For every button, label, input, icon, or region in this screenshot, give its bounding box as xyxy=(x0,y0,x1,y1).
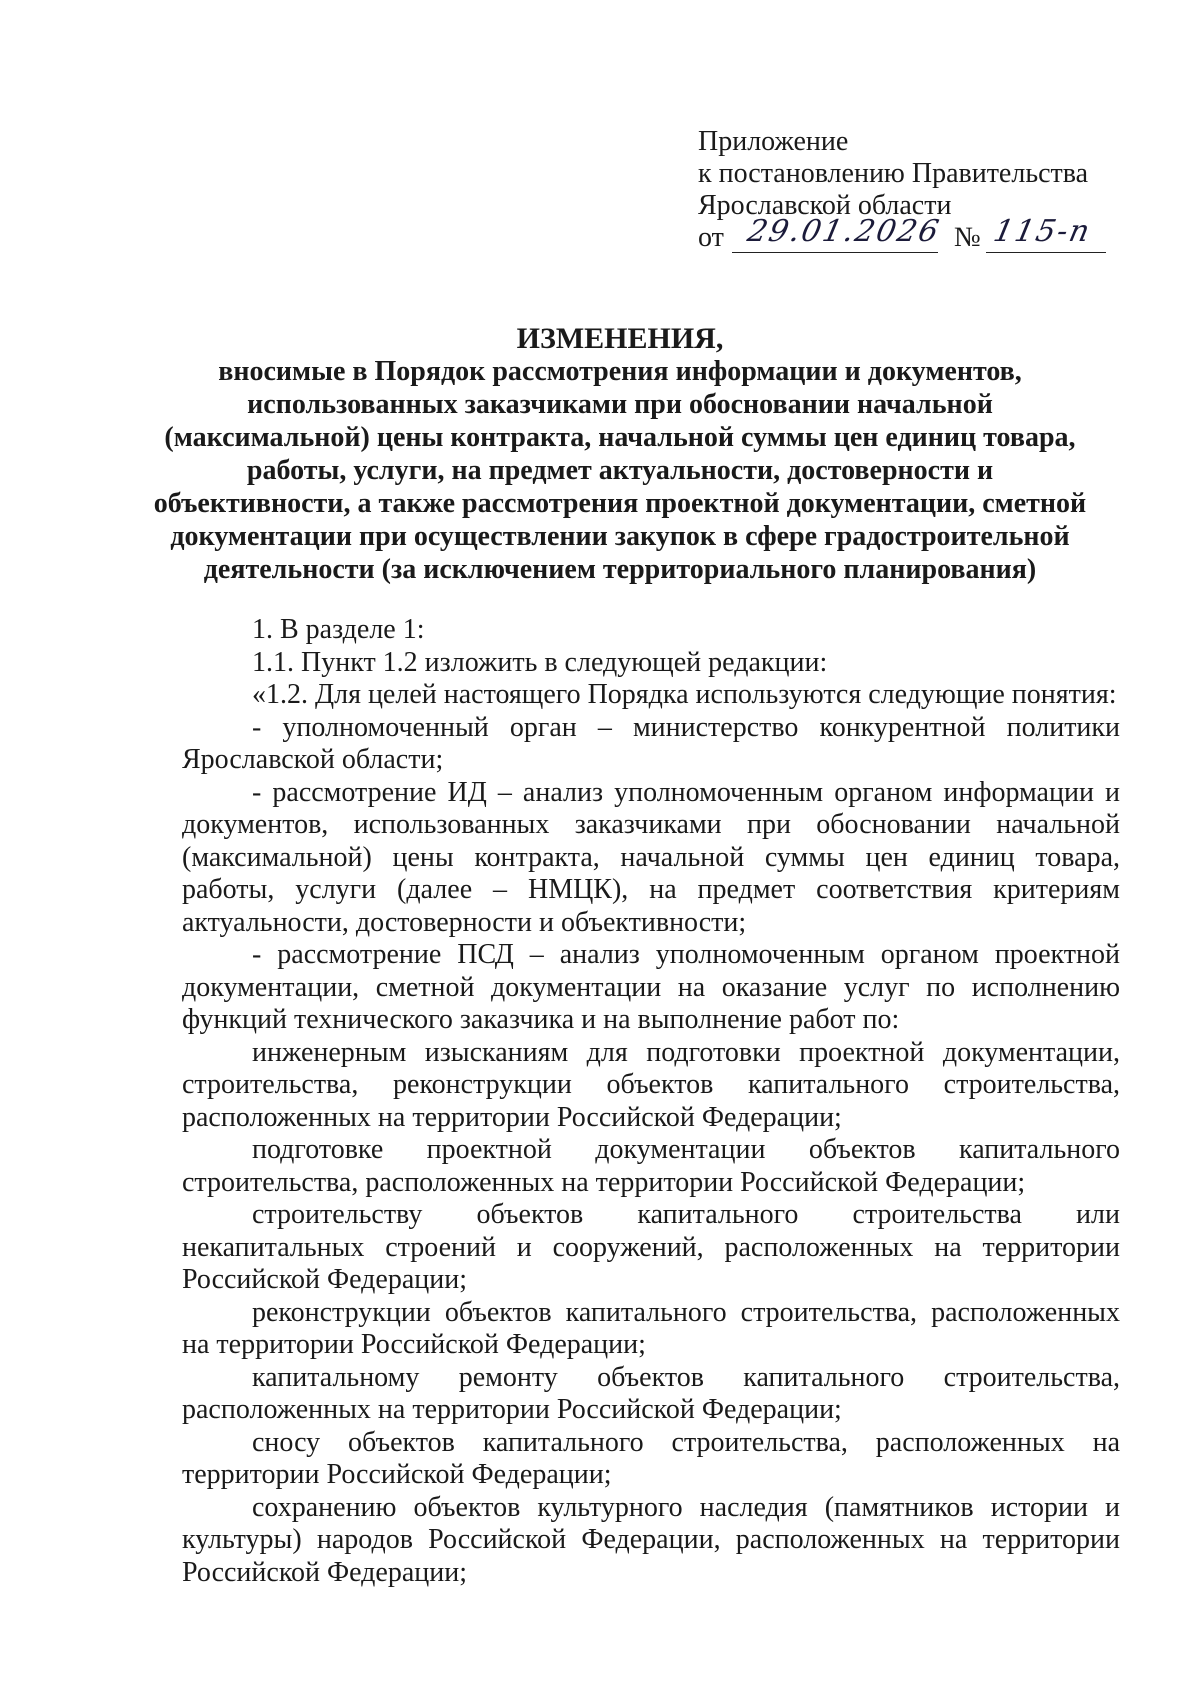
date-underline xyxy=(732,252,938,253)
date-prefix: от xyxy=(698,222,724,253)
definition-psd-review: - рассмотрение ПСД – анализ уполномоченным органом проектной документации, сметной документации на оказание услуг по исполнению функций технического заказчика и на выполнение работ по: xyxy=(182,939,1120,1035)
appendix-label: Приложение xyxy=(698,126,849,157)
number-prefix: № xyxy=(954,222,981,253)
date-number-line xyxy=(698,214,1118,258)
work-item-construction: строительству объектов капитального строительства или некапитальных строений и сооружений, расположенных на территории Российской Федерации; xyxy=(182,1199,1120,1295)
handwritten-number: 115-п xyxy=(990,214,1095,249)
work-item-heritage: сохранению объектов культурного наследия (памятников истории и культуры) народов Российской Федерации, расположенных на территории Российской Федерации; xyxy=(182,1491,1120,1588)
title-line: объективности, а также рассмотрения проектной документации, сметной xyxy=(153,488,1087,519)
work-item-surveys: инженерным изысканиям для подготовки проектной документации, строительства, реконструкции объектов капитального строительства, расположенных на территории Российской Федерации; xyxy=(182,1036,1120,1133)
paragraph-item-1-1: 1.1. Пункт 1.2 изложить в следующей редакции: xyxy=(252,646,828,678)
region-name: Ярославской области xyxy=(698,190,952,221)
document-body xyxy=(182,614,1120,1589)
title-line: вносимые в Порядок рассмотрения информации и документов, xyxy=(218,356,1022,387)
definition-authorized-body: - уполномоченный орган – министерство конкурентной политики Ярославской области; xyxy=(182,711,1120,775)
definition-id-review: - рассмотрение ИД – анализ уполномоченным органом информации и документов, использованных заказчиками при обосновании начальной (максимальной) цены контракта, начальной суммы цен единиц товара, работы, услуги (далее – НМЦК), на предмет соответствия критериям актуальности, достоверности и объективности; xyxy=(182,776,1120,938)
handwritten-date: 29.01.2026 xyxy=(744,214,944,249)
work-item-capital-repair: капитальному ремонту объектов капитального строительства, расположенных на территории Российской Федерации; xyxy=(182,1361,1120,1425)
title-main: ИЗМЕНЕНИЯ, xyxy=(516,322,724,355)
title-line: (максимальной) цены контракта, начальной суммы цен единиц товара, xyxy=(164,422,1076,453)
work-item-reconstruction: реконструкции объектов капитального строительства, расположенных на территории Российской Федерации; xyxy=(182,1296,1120,1360)
title-line: документации при осуществлении закупок в сфере градостроительной xyxy=(170,521,1070,552)
title-line: деятельности (за исключением территориального планирования) xyxy=(203,554,1037,585)
number-underline xyxy=(986,252,1106,253)
title-line: работы, услуги, на предмет актуальности, достоверности и xyxy=(246,455,994,486)
work-item-design: подготовке проектной документации объектов капитального строительства, расположенных на территории Российской Федерации; xyxy=(182,1134,1120,1198)
resolution-reference: к постановлению Правительства xyxy=(698,158,1089,189)
paragraph-section-1: 1. В разделе 1: xyxy=(252,614,425,645)
document-title xyxy=(150,322,1090,586)
appendix-header xyxy=(698,126,1118,258)
title-line: использованных заказчиками при обосновании начальной xyxy=(247,389,993,420)
paragraph-item-1-2: «1.2. Для целей настоящего Порядка используются следующие понятия: xyxy=(252,679,1117,710)
work-item-demolition: сносу объектов капитального строительства, расположенных на территории Российской Федерации; xyxy=(182,1426,1120,1490)
